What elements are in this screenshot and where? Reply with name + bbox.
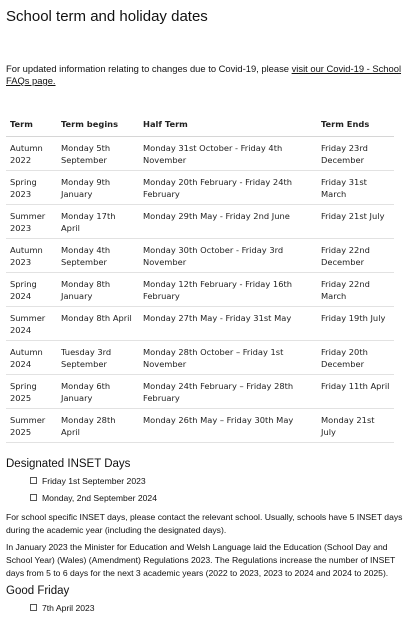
cell-half-term: Monday 12th February - Friday 16th February bbox=[139, 272, 317, 306]
checkbox-icon bbox=[30, 477, 37, 484]
cell-term-ends: Friday 22nd March bbox=[317, 272, 394, 306]
cell-half-term: Monday 29th May - Friday 2nd June bbox=[139, 204, 317, 238]
cell-term: Summer 2025 bbox=[6, 408, 57, 442]
table-row bbox=[6, 374, 394, 408]
cell-term: Spring 2025 bbox=[6, 374, 57, 408]
cell-half-term: Monday 30th October - Friday 3rd November bbox=[139, 238, 317, 272]
header-term: Term bbox=[6, 114, 57, 136]
checkbox-icon bbox=[30, 494, 37, 501]
covid-faq-link[interactable]: visit our Covid-19 - School FAQs page. bbox=[6, 63, 402, 86]
cell-term-begins: Monday 8th January bbox=[57, 272, 139, 306]
cell-term-begins: Tuesday 3rd September bbox=[57, 340, 139, 374]
covid-notice bbox=[6, 63, 408, 87]
cell-term-begins: Monday 9th January bbox=[57, 170, 139, 204]
cell-term: Autumn 2023 bbox=[6, 238, 57, 272]
cell-term-ends: Friday 21st July bbox=[317, 204, 394, 238]
inset-paragraph-2: In January 2023 the Minister for Education and Welsh Language laid the Education (School Day and School Year) (Wales) (Amendment) Regulations 2023. The Regulations increase the number of INSET days from 5 to 6 days for the next 3 academic years (2022 to 2023, 2023 to 2024 and 2024 to 2025). bbox=[6, 542, 396, 578]
checkbox-icon bbox=[30, 604, 37, 611]
list-item bbox=[30, 489, 157, 506]
cell-half-term: Monday 31st October - Friday 4th November bbox=[139, 136, 317, 170]
table-row bbox=[6, 408, 394, 442]
cell-term: Spring 2023 bbox=[6, 170, 57, 204]
inset-date: Monday, 2nd September 2024 bbox=[42, 492, 157, 503]
cell-term-ends: Friday 11th April bbox=[317, 374, 394, 408]
cell-term-begins: Monday 5th September bbox=[57, 136, 139, 170]
inset-heading: Designated INSET Days bbox=[6, 458, 131, 470]
notice-text: For updated information relating to changes due to Covid-19, please bbox=[6, 63, 292, 74]
header-term-ends: Term Ends bbox=[317, 114, 394, 136]
cell-term-ends: Monday 21st July bbox=[317, 408, 394, 442]
good-friday-heading: Good Friday bbox=[6, 585, 70, 597]
table-row bbox=[6, 306, 394, 340]
table-row bbox=[6, 136, 394, 170]
page-title: School term and holiday dates bbox=[6, 8, 208, 25]
cell-half-term: Monday 20th February - Friday 24th February bbox=[139, 170, 317, 204]
cell-term-begins: Monday 17th April bbox=[57, 204, 139, 238]
cell-half-term: Monday 24th February – Friday 28th February bbox=[139, 374, 317, 408]
cell-term-ends: Friday 23rd December bbox=[317, 136, 394, 170]
table-row bbox=[6, 204, 394, 238]
cell-half-term: Monday 28th October – Friday 1st November bbox=[139, 340, 317, 374]
cell-term-begins: Monday 28th April bbox=[57, 408, 139, 442]
term-dates-table bbox=[6, 114, 394, 443]
table-row bbox=[6, 238, 394, 272]
list-item bbox=[30, 472, 157, 489]
good-friday-date: 7th April 2023 bbox=[42, 602, 95, 613]
table-row bbox=[6, 170, 394, 204]
cell-term: Autumn 2022 bbox=[6, 136, 57, 170]
cell-term-begins: Monday 6th January bbox=[57, 374, 139, 408]
cell-term: Summer 2024 bbox=[6, 306, 57, 340]
table-row bbox=[6, 272, 394, 306]
cell-term-ends: Friday 19th July bbox=[317, 306, 394, 340]
cell-term-ends: Friday 20th December bbox=[317, 340, 394, 374]
cell-term: Summer 2023 bbox=[6, 204, 57, 238]
good-friday-date-list bbox=[30, 599, 95, 616]
cell-term: Spring 2024 bbox=[6, 272, 57, 306]
list-item bbox=[30, 599, 95, 616]
header-half-term: Half Term bbox=[139, 114, 317, 136]
inset-paragraph-1: For school specific INSET days, please contact the relevant school. Usually, schools have 5 INSET days during the academic year (including the designated days). bbox=[6, 512, 403, 535]
inset-date-list bbox=[30, 472, 157, 506]
cell-half-term: Monday 26th May – Friday 30th May bbox=[139, 408, 317, 442]
cell-term: Autumn 2024 bbox=[6, 340, 57, 374]
cell-term-begins: Monday 8th April bbox=[57, 306, 139, 340]
table-header-row bbox=[6, 114, 394, 136]
inset-date: Friday 1st September 2023 bbox=[42, 475, 146, 486]
table-row bbox=[6, 340, 394, 374]
header-term-begins: Term begins bbox=[57, 114, 139, 136]
cell-term-ends: Friday 31st March bbox=[317, 170, 394, 204]
cell-half-term: Monday 27th May - Friday 31st May bbox=[139, 306, 317, 340]
cell-term-begins: Monday 4th September bbox=[57, 238, 139, 272]
cell-term-ends: Friday 22nd December bbox=[317, 238, 394, 272]
